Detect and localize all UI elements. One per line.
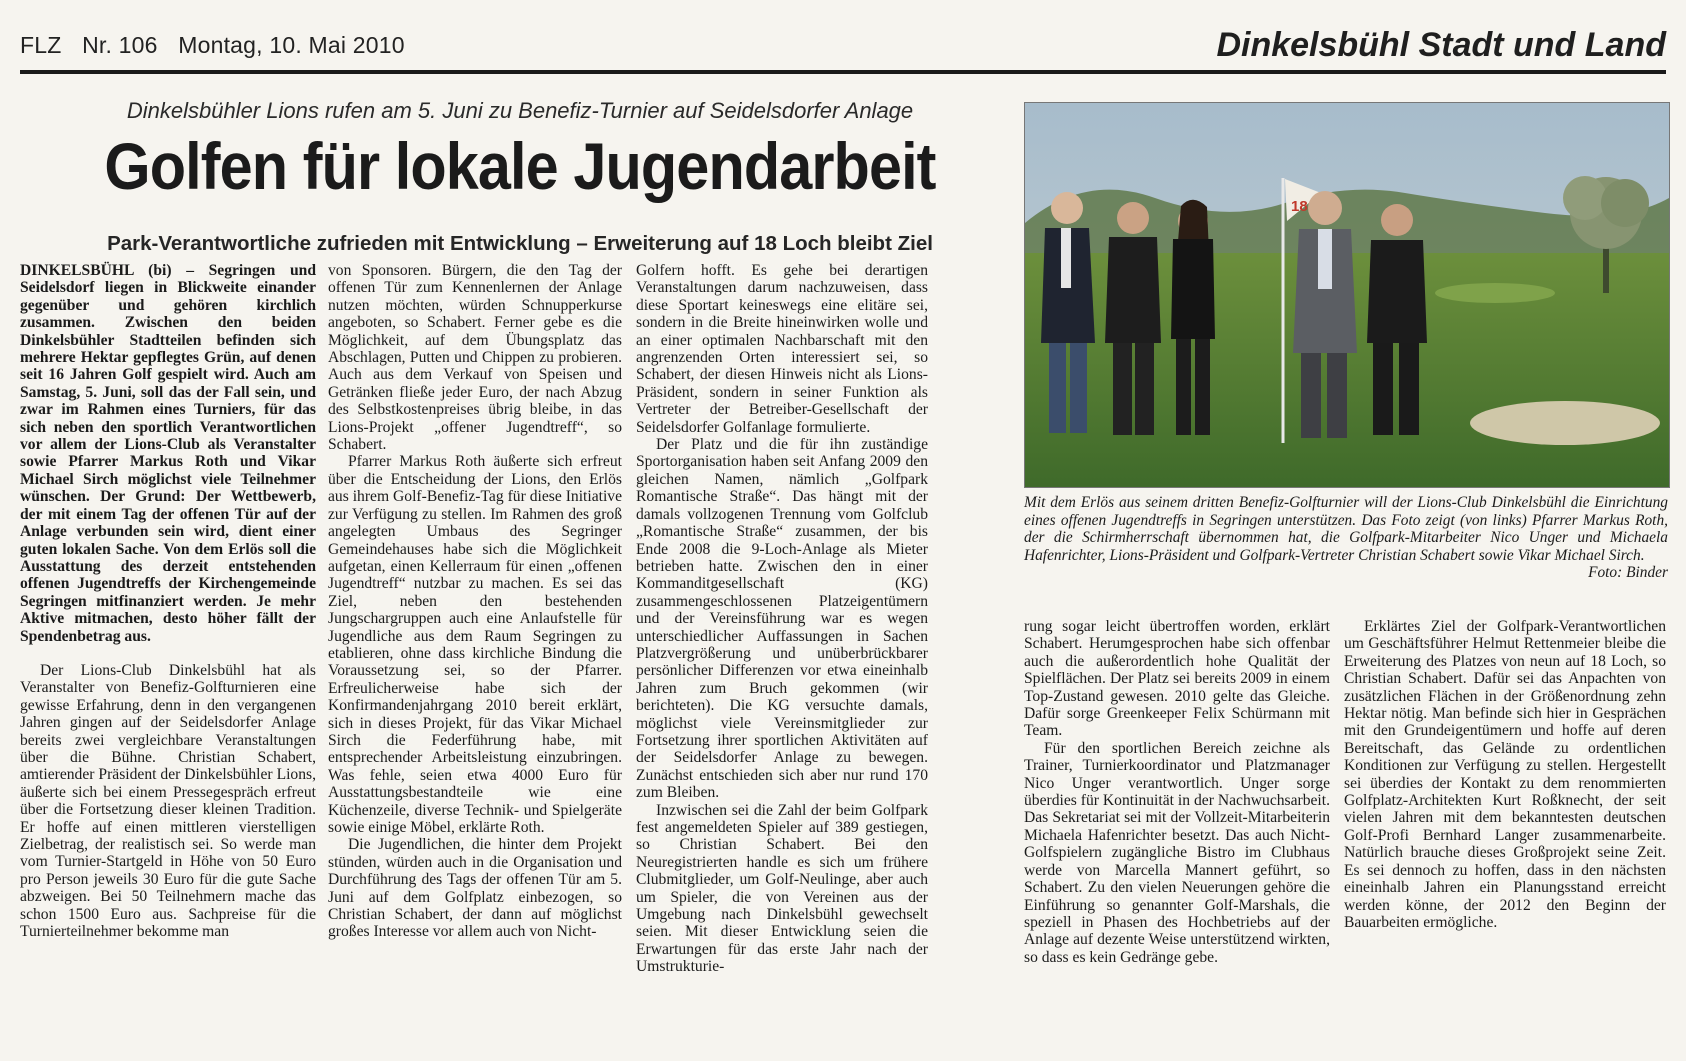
- paragraph: Der Platz und die für ihn zuständige Sportorganisation haben seit Anfang 2009 den gleichen Namen, nämlich „Golfpark Romantische Straße“. Das hängt mit der damals vollzogenen Trennung vom Golfclub „Romantische Straße“ zusammen, der bis Ende 2008 die 9-Loch-Anlage als Mieter betrieben hatte. Zwischen den in einer Kommanditgesellschaft (KG) zusammengeschlossenen Platzeigentümern und der Vereinsführung war es wegen unterschiedlicher Auffassungen in Sachen Platzvergrößerung und unüberbrückbarer persönlicher Differenzen vor etwa eineinhalb Jahren zum Bruch gekommen (wir berichteten). Die KG versuchte damals, möglichst viele Vereinsmitglieder zur Fortsetzung ihrer sportlichen Aktivitäten auf der Seidelsdorfer Anlage zu bewegen. Zunächst entschieden sich aber nur rund 170 zum Bleiben.: [636, 436, 928, 802]
- paragraph: Pfarrer Markus Roth äußerte sich erfreut über die Entscheidung der Lions, den Erlös aus ihrem Golf-Benefiz-Tag für diese Initiative zur Verfügung zu stellen. Im Rahmen des groß angelegten Umbaus des Segringer Gemeindehauses habe sich die Möglichkeit aufgetan, einen Kellerraum für einen „offenen Jugendtreff“ nutzbar zu machen. Es sei das Ziel, neben den bestehenden Jungschargruppen auch eine Anlaufstelle für Jugendliche aus dem Raum Segringen zu etablieren, ohne dass kirchliche Bindung die Voraussetzung sei, so der Pfarrer. Erfreulicherweise habe sich der Konfirmandenjahrgang 2010 bereit erklärt, sich in dieses Projekt, für das Vikar Michael Sirch die Federführung habe, mit entsprechender Arbeitsleistung einzubringen. Was fehle, seien etwa 4000 Euro für Ausstattungsbestandteile wie eine Küchenzeile, diverse Technik- und Spielgeräte sowie einige Möbel, erklärte Roth.: [328, 453, 622, 836]
- paragraph: Für den sportlichen Bereich zeichne als Trainer, Turnierkoordinator und Platzmanager Nico Unger verantwortlich. Unger sorge überdies für Kontinuität in der Nachwuchsarbeit. Das Sekretariat sei mit der Vollzeit-Mitarbeiterin Michaela Hafenrichter besetzt. Das auch Nicht-Golfspielern zugängliche Bistro im Clubhaus werde von Marcella Mannert geführt, so Schabert. Zu den vielen Neuerungen gehöre die Einführung so genannter Golf-Marshals, die speziell in Phasen des Hochbetriebs auf der Anlage auf dezente Weise unterstützend wirkten, so dass es kein Gedränge gebe.: [1024, 739, 1330, 966]
- paragraph: Inzwischen sei die Zahl der beim Golfpark fest angemeldeten Spieler auf 389 gestiegen, so Christian Schabert. Bei den Neuregistrierten handle es sich um frühere Clubmitglieder, um Golf-Neulinge, aber auch um Spieler, die von Vereinen aus der Umgebung nach Dinkelsbühl gewechselt seien. Mit dieser Entwicklung seien die Erwartungen für das erste Jahr nach der Umstrukturie-: [636, 801, 928, 976]
- issue-date: Montag, 10. Mai 2010: [178, 32, 405, 58]
- article-kicker: Dinkelsbühler Lions rufen am 5. Juni zu Benefiz-Turnier auf Seidelsdorfer Anlage: [126, 98, 914, 123]
- paragraph: von Sponsoren. Bürgern, die den Tag der offenen Tür zum Kennenlernen der Anlage nutzen möchten, würden Schnupperkurse angeboten, so Schabert. Ferner gebe es die Möglichkeit, auf dem Übungsplatz das Abschlagen, Putten und Chippen zu probieren. Auch aus dem Verkauf von Speisen und Getränken fließe jeder Euro, der nach Abzug des Selbstkostenpreises übrig bleibe, in das Lions-Projekt „offener Jugendtreff“, so Schabert.: [328, 262, 622, 454]
- article-subheadline: Park-Verantwortliche zufrieden mit Entwicklung – Erweiterung auf 18 Loch bleibt Ziel: [107, 232, 933, 255]
- paragraph: Der Lions-Club Dinkelsbühl hat als Veranstalter von Benefiz-Golfturnieren eine gewisse Erfahrung, denn in den vergangenen Jahren gingen auf der Seidelsdorfer Anlage bereits zwei vergleichbare Veranstaltungen über die Bühne. Christian Schabert, amtierender Präsident der Dinkelsbühler Lions, äußerte sich bei einem Pressegespräch erfreut über die Fortsetzung dieser kleinen Tradition. Er hoffe auf einen mittleren vierstelligen Zielbetrag, der realistisch sei. So werde man vom Turnier-Startgeld in Höhe von 50 Euro pro Person jeweils 30 Euro für die gute Sache abzweigen. Bei 50 Teilnehmern mache das schon 1500 Euro aus. Sachpreise für die Turnierteilnehmer bekomme man: [20, 661, 316, 941]
- article-headline: Golfen für lokale Jugendarbeit: [104, 129, 936, 203]
- article-column-5: [1344, 618, 1666, 931]
- paragraph: rung sogar leicht übertroffen worden, erklärt Schabert. Herumgesprochen habe sich offenbar auch die außerordentlich hohe Qualität der Spielflächen. Der Platz sei bereits 2009 in einem Top-Zustand gewesen. 2010 gelte das Gleiche. Dafür sorge Greenkeeper Felix Schürmann mit Team.: [1024, 618, 1330, 740]
- paper-name: FLZ: [20, 32, 62, 58]
- article-photo: [1024, 102, 1670, 488]
- article-column-3: [636, 262, 928, 976]
- paragraph: Golfern hofft. Es gehe bei derartigen Veranstaltungen darum nachzuweisen, dass diese Sportart keineswegs eine elitäre sei, sondern in die Breite hineinwirken wolle und an einer optimalen Nachbarschaft mit den angrenzenden Orten interessiert sei, so Schabert, der diesen Hinweis nicht als Lions-Präsident, sondern in seiner Funktion als Vertreter der Betreiber-Gesellschaft der Seidelsdorfer Golfanlage formulierte.: [636, 262, 928, 436]
- masthead-left: [20, 32, 419, 59]
- flag-number: 18: [1291, 198, 1308, 215]
- caption-text: Mit dem Erlös aus seinem dritten Benefiz-Golfturnier will der Lions-Club Dinkelsbühl die Einrichtung eines offenen Jugendtreffs in Segringen unterstützen. Das Foto zeigt (von links) Pfarrer Markus Roth, der die Schirmherrschaft übernommen hat, die Golfpark-Mitarbeiter Nico Unger und Michaela Hafenrichter, Lions-Präsident und Golfpark-Vertreter Christian Schabert sowie Vikar Michael Sirch.: [1024, 494, 1668, 564]
- photo-caption: [1024, 494, 1668, 582]
- article-column-1: [20, 262, 316, 940]
- issue-number: Nr. 106: [82, 32, 158, 58]
- article-lead: DINKELSBÜHL (bi) – Segringen und Seidelsdorf liegen in Blickweite einander gegenüber und gehören kirchlich zusammen. Zwischen den beiden Dinkelsbühler Stadtteilen befinden sich mehrere Hektar gepflegtes Grün, auf denen seit 16 Jahren Golf gespielt wird. Auch am Samstag, 5. Juni, soll das der Fall sein, und zwar im Rahmen eines Turniers, für das sich neben den sportlich Verantwortlichen vor allem der Lions-Club als Veranstalter sowie Pfarrer Markus Roth und Vikar Michael Sirch möglichst viele Teilnehmer wünschen. Der Grund: Der Wettbewerb, der mit einem Tag der offenen Tür auf der Anlage verbunden sein wird, dient einer guten lokalen Sache. Von dem Erlös soll die Ausstattung des derzeit entstehenden offenen Jugendtreffs der Kirchengemeinde Segringen mitfinanziert werden. Je mehr Aktive mitmachen, desto höher fällt der Spendenbetrag aus.: [20, 262, 316, 645]
- paragraph: Erklärtes Ziel der Golfpark-Verantwortlichen um Geschäftsführer Helmut Rettenmeier bleibe die Erweiterung des Platzes von neun auf 18 Loch, so Christian Schabert. Dafür sei das Anpachten von zusätzlichen Flächen in der Größenordnung zehn Hektar nötig. Man befinde sich hier in Gesprächen mit den Grundeigentümern und hoffe auf deren Bereitschaft, das Gelände zu ordentlichen Konditionen zur Verfügung zu stellen. Hergestellt sei überdies der Kontakt zu dem renommierten Golfplatz-Architekten Kurt Roßknecht, der seit vielen Jahren mit dem bekanntesten deutschen Golf-Profi Bernhard Langer zusammenarbeite. Natürlich brauche dieses Großprojekt seine Zeit. Es sei dennoch zu hoffen, dass in den nächsten eineinhalb Jahren ein Planungsstand erreicht werden könne, der 2012 den Beginn der Bauarbeiten ermögliche.: [1344, 618, 1666, 931]
- section-title: Dinkelsbühl Stadt und Land: [1216, 26, 1666, 64]
- article-column-4: [1024, 618, 1330, 966]
- header-rule: [20, 70, 1666, 74]
- photo-credit: Foto: Binder: [1588, 564, 1668, 582]
- paragraph: Die Jugendlichen, die hinter dem Projekt stünden, würden auch in die Organisation und Durchführung des Tags der offenen Tür am 5. Juni auf dem Golfplatz einbezogen, so Christian Schabert, der dann auf möglichst großes Interesse vor allem auch von Nicht-: [328, 836, 622, 941]
- article-column-2: [328, 262, 622, 941]
- golf-course-photo: [1025, 103, 1669, 487]
